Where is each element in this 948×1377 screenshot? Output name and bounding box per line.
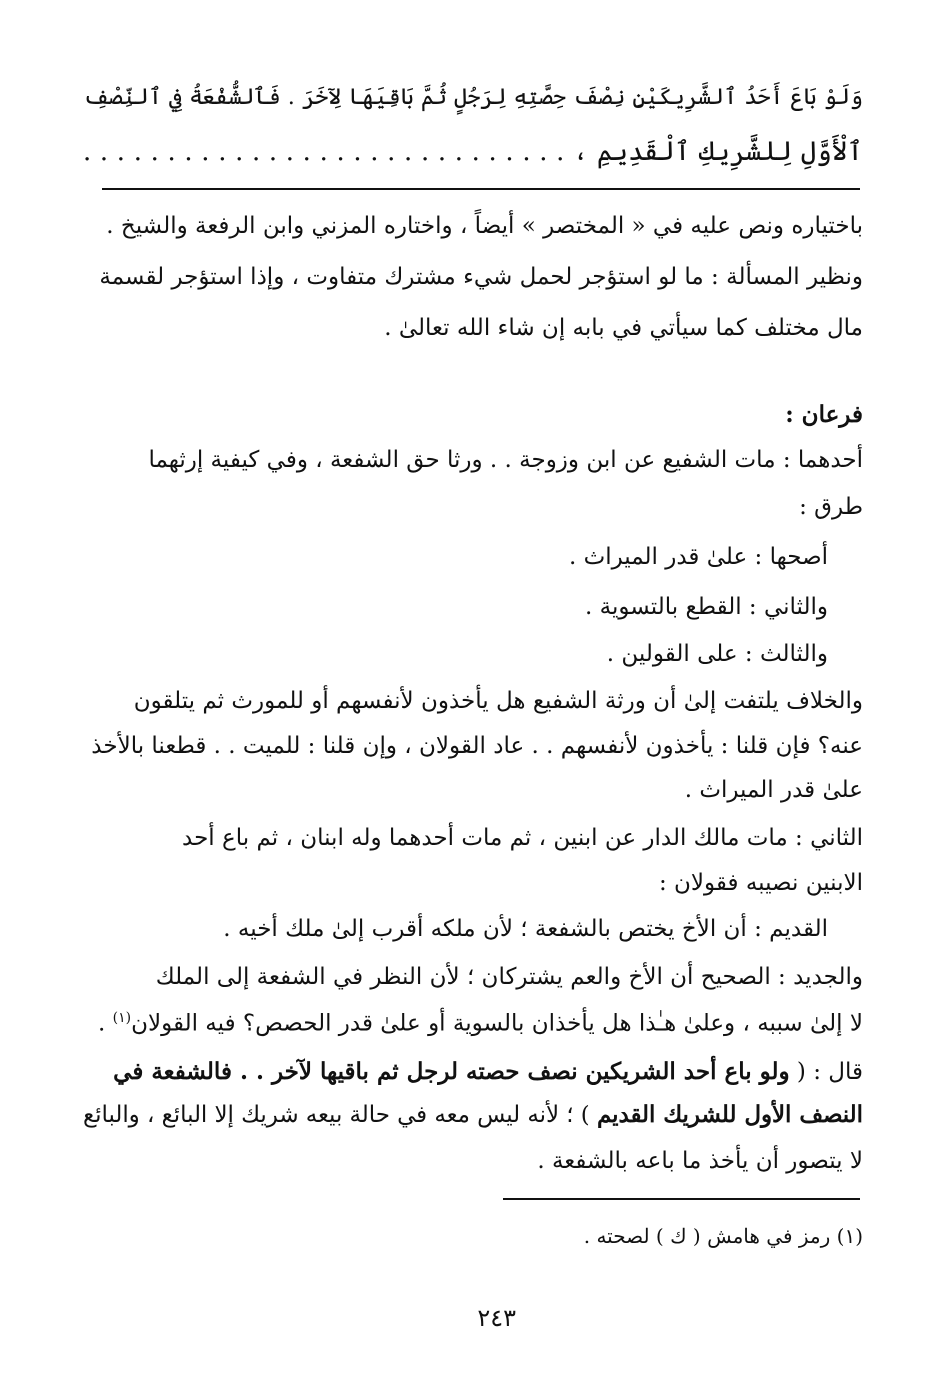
commentary-line: أحدهما : مات الشفيع عن ابن وزوجة . . ورثا حق الشفعة ، وفي كيفية إرثهما [148, 447, 863, 473]
main-text-line-2: ٱلْأَوَّلِ لِلشَّرِيكِ ٱلْقَدِيمِ ، . . . . . . . . . . . . . . . . . . . . . . . . . . . . . [82, 136, 863, 167]
commentary-line: والخلاف يلتفت إلىٰ أن ورثة الشفيع هل يأخذون لأنفسهم أو للمورث ثم يتلقون [133, 688, 863, 714]
footnote: (١) رمز في هامش ( ك ) لصحته . [583, 1224, 863, 1248]
commentary-line: علىٰ قدر الميراث . [684, 777, 863, 803]
list-item: والثاني : القطع بالتسوية . [585, 594, 828, 620]
footnote-reference: (١) [112, 1010, 132, 1026]
commentary-text: لا إلىٰ سببه ، وعلىٰ هـٰذا هل يأخذان بالسوية أو علىٰ قدر الحصص؟ فيه القولان [131, 1010, 863, 1037]
main-text-line-1: وَلَوْ بَاعَ أَحَدُ ٱلشَّرِيكَيْنِ نِصْفَ حِصَّتِهِ لِرَجُلٍ ثُمَّ بَاقِيَهَا لِآخَرَ . فَٱلشُّفْعَةُ فِي ٱلنِّصْفِ [83, 84, 863, 110]
commentary-line: طرق : [799, 494, 863, 520]
commentary-line: عنه؟ فإن قلنا : يأخذون لأنفسهم . . عاد القولان ، وإن قلنا : للميت . . قطعنا بالأخذ [91, 733, 863, 759]
commentary-text: . [97, 1010, 113, 1037]
quoted-text-line [83, 1104, 863, 1127]
quoted-main-text: ولو باع أحد الشريكين نصف حصته لرجل ثم باقيها لآخر . . فالشفعة في [113, 1058, 790, 1085]
header-divider [102, 188, 860, 190]
commentary-line [98, 1011, 863, 1036]
commentary-line: مال مختلف كما سيأتي في بابه إن شاء الله تعالىٰ . [384, 315, 863, 341]
footnote-divider [503, 1198, 860, 1200]
commentary-line: لا يتصور أن يأخذ ما باعه بالشفعة . [537, 1148, 863, 1174]
list-item: أصحها : علىٰ قدر الميراث . [568, 544, 828, 570]
section-heading: فرعان : [785, 401, 863, 428]
list-item: والثالث : على القولين . [606, 641, 828, 667]
commentary-text: ) ؛ لأنه ليس معه في حالة بيعه شريك إلا البائع ، والبائع [82, 1102, 597, 1128]
commentary-line: القديم : أن الأخ يختص بالشفعة ؛ لأن ملكه أقرب إلىٰ ملك أخيه . [223, 916, 828, 942]
commentary-line: ونظير المسألة : ما لو استؤجر لحمل شيء مشترك متفاوت ، وإذا استؤجر لقسمة [99, 264, 863, 290]
commentary-line: الثاني : مات مالك الدار عن ابنين ، ثم مات أحدهما وله ابنان ، ثم باع أحد [182, 825, 863, 851]
commentary-line: والجديد : الصحيح أن الأخ والعم يشتركان ؛ لأن النظر في الشفعة إلى الملك [155, 964, 863, 990]
commentary-line: الابنين نصيبه فقولان : [658, 870, 863, 896]
quoted-text-line [113, 1060, 863, 1084]
quote-intro: قال : ( [789, 1059, 863, 1085]
page-number: ٢٤٣ [477, 1304, 516, 1332]
quoted-main-text: النصف الأول للشريك القديم [596, 1102, 863, 1128]
commentary-line: باختياره ونص عليه في « المختصر » أيضاً ، واختاره المزني وابن الرفعة والشيخ . [106, 213, 863, 239]
